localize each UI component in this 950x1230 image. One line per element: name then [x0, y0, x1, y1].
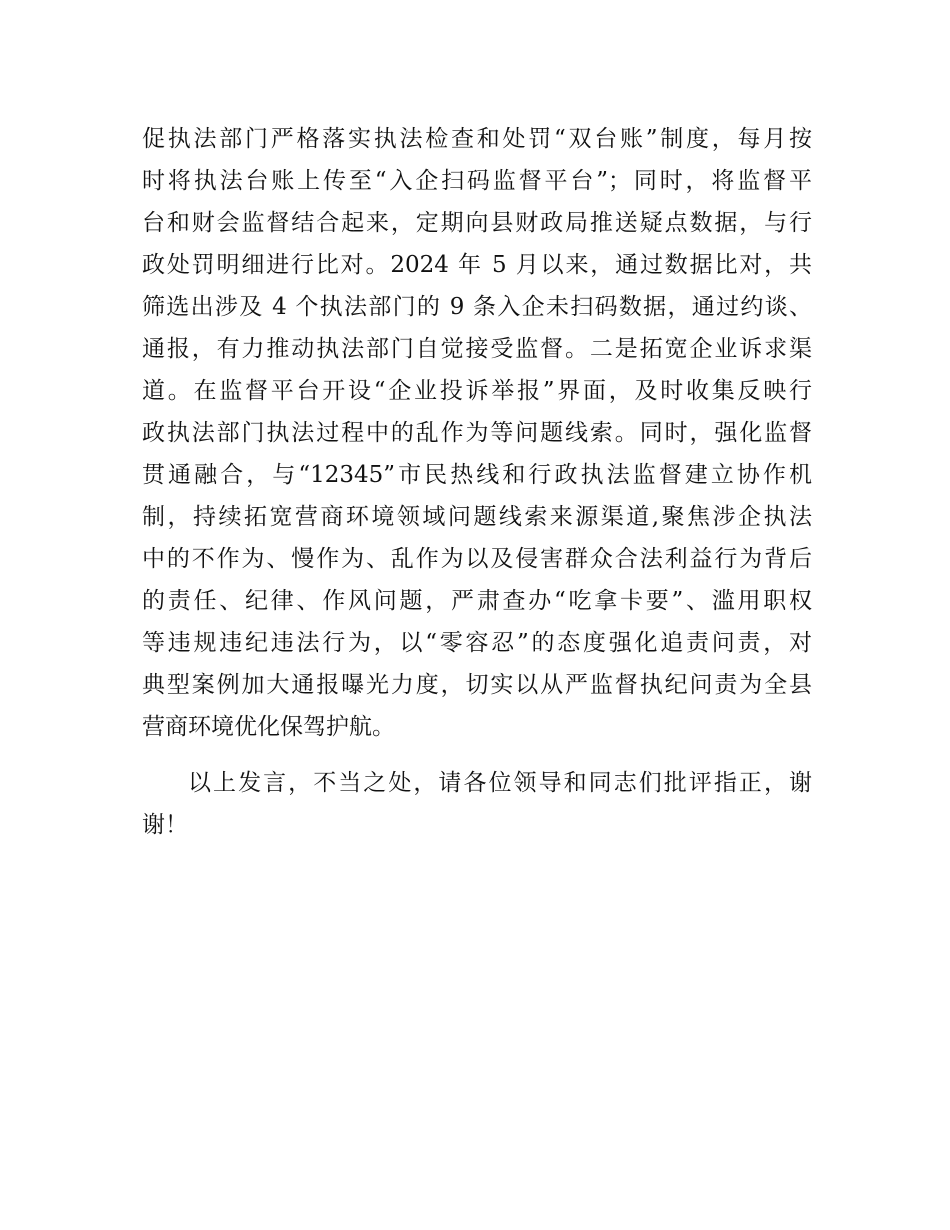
text-line: 等违规违纪违法行为，以“零容忍”的态度强化追责问责，对: [142, 630, 812, 656]
paragraph-1: [142, 118, 812, 748]
paragraph-spacer: [142, 748, 812, 762]
text-line: 中的不作为、慢作为、乱作为以及侵害群众合法利益行为背后: [142, 546, 812, 572]
text-line: 道。在监督平台开设“企业投诉举报”界面，及时收集反映行: [142, 378, 812, 404]
text-line: 营商环境优化保驾护航。: [142, 714, 395, 740]
text-line: 促执法部门严格落实执法检查和处罚“双台账”制度，每月按: [142, 126, 812, 152]
text-line: 台和财会监督结合起来，定期向县财政局推送疑点数据，与行: [142, 210, 812, 236]
text-line: 政处罚明细进行比对。2024 年 5 月以来，通过数据比对，共: [142, 252, 812, 278]
text-line: 政执法部门执法过程中的乱作为等问题线索。同时，强化监督: [142, 420, 812, 446]
text-line: 贯通融合，与“12345”市民热线和行政执法监督建立协作机: [142, 462, 812, 488]
text-line: 时将执法台账上传至“入企扫码监督平台”；同时，将监督平: [142, 168, 812, 194]
text-line: 谢！: [142, 812, 188, 838]
text-line: 以上发言，不当之处，请各位领导和同志们批评指正，谢: [188, 770, 812, 796]
text-line: 的责任、纪律、作风问题，严肃查办“吃拿卡要”、滥用职权: [142, 588, 812, 614]
document-body: [142, 118, 812, 846]
text-line: 筛选出涉及 4 个执法部门的 9 条入企未扫码数据，通过约谈、: [142, 294, 812, 320]
text-line: 制，持续拓宽营商环境领域问题线索来源渠道,聚焦涉企执法: [142, 504, 812, 530]
text-line: 通报，有力推动执法部门自觉接受监督。二是拓宽企业诉求渠: [142, 336, 812, 362]
text-line: 典型案例加大通报曝光力度，切实以从严监督执纪问责为全县: [142, 672, 812, 698]
paragraph-2: [142, 762, 812, 846]
